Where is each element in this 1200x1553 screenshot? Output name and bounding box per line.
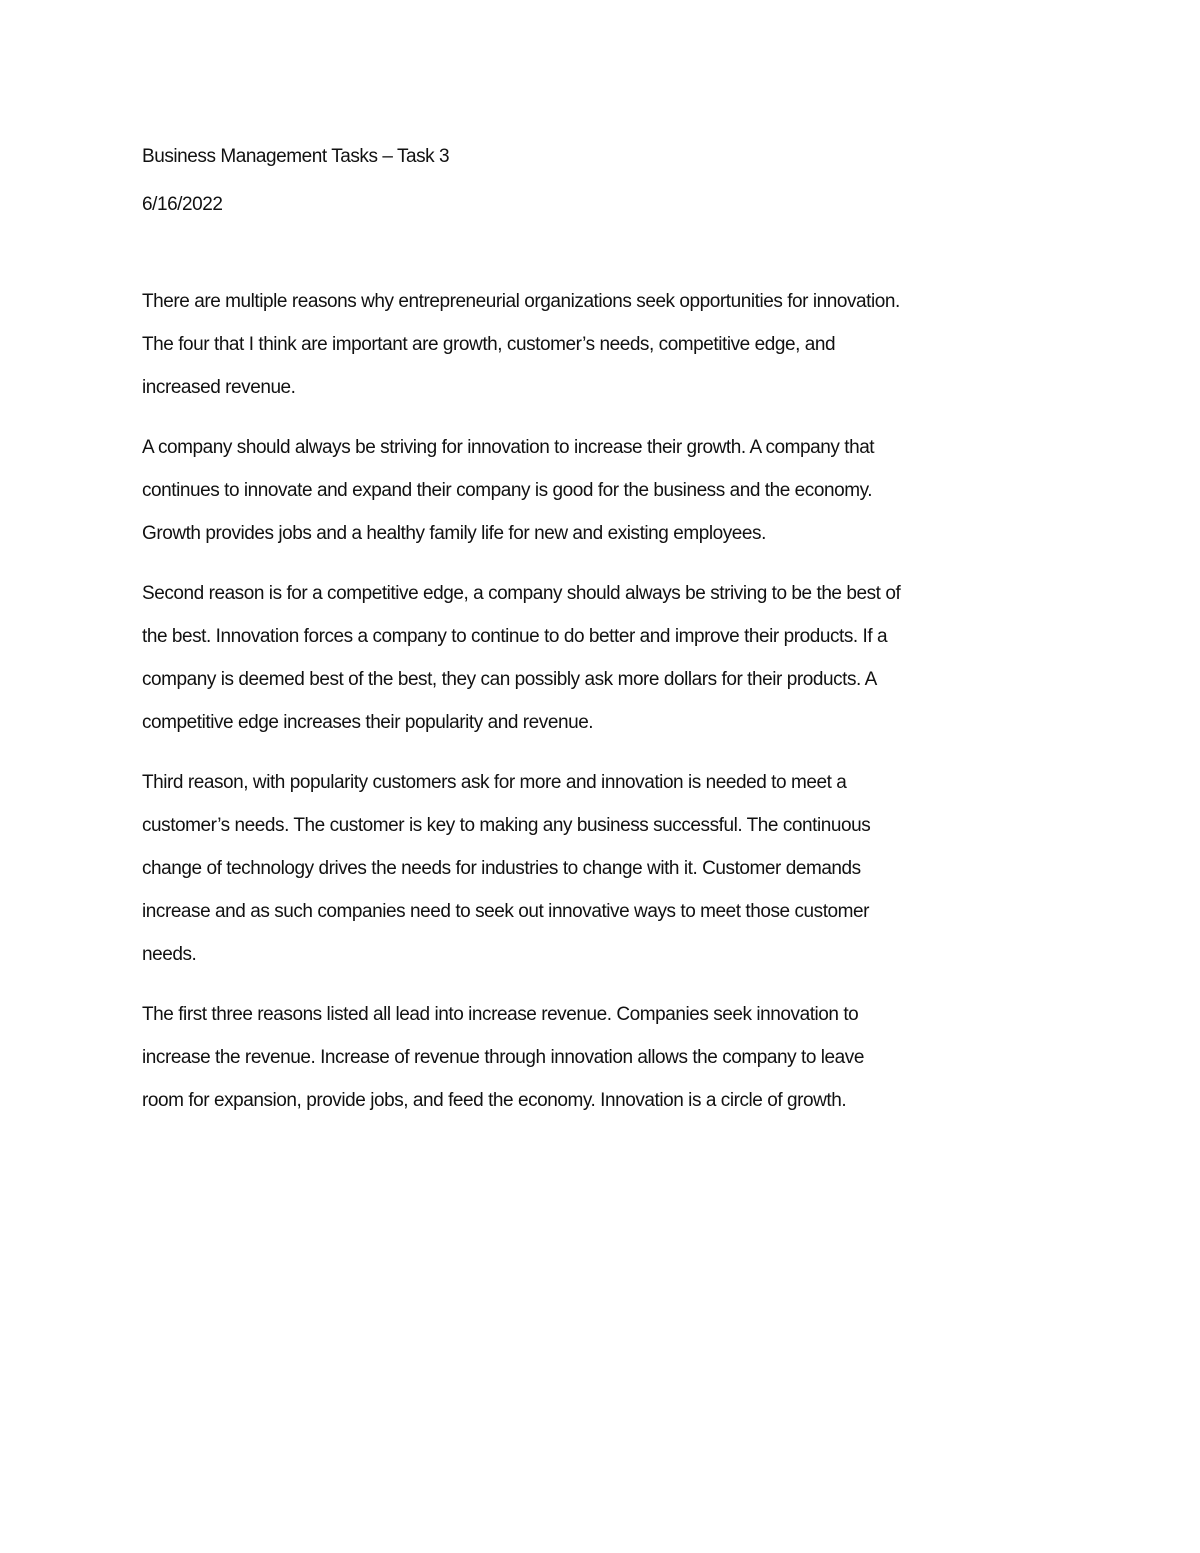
paragraph-line: change of technology drives the needs for industries to change with it. Customer demands bbox=[142, 858, 861, 879]
paragraph-line: competitive edge increases their popularity and revenue. bbox=[142, 712, 594, 733]
spacer bbox=[142, 232, 1082, 286]
paragraph-intro bbox=[142, 286, 1082, 415]
paragraph-revenue bbox=[142, 999, 1082, 1128]
paragraph-line: increase the revenue. Increase of revenue through innovation allows the company to leave bbox=[142, 1047, 864, 1068]
document-title: Business Management Tasks – Task 3 bbox=[142, 146, 450, 167]
paragraph-competitive-edge bbox=[142, 578, 1082, 750]
paragraph-line: needs. bbox=[142, 944, 197, 965]
paragraph-line: room for expansion, provide jobs, and feed the economy. Innovation is a circle of growth. bbox=[142, 1090, 847, 1111]
paragraph-customer-needs bbox=[142, 767, 1082, 982]
paragraph-line: continues to innovate and expand their company is good for the business and the economy. bbox=[142, 480, 873, 501]
paragraph-line: Second reason is for a competitive edge, a company should always be striving to be the best of bbox=[142, 583, 901, 604]
paragraph-line: Third reason, with popularity customers ask for more and innovation is needed to meet a bbox=[142, 772, 847, 793]
paragraph-line: There are multiple reasons why entrepreneurial organizations seek opportunities for innovation. bbox=[142, 291, 900, 312]
paragraph-line: increase and as such companies need to seek out innovative ways to meet those customer bbox=[142, 901, 870, 922]
paragraph-line: increased revenue. bbox=[142, 377, 296, 398]
paragraph-line: the best. Innovation forces a company to continue to do better and improve their products. If a bbox=[142, 626, 888, 647]
paragraph-line: The four that I think are important are growth, customer’s needs, competitive edge, and bbox=[142, 334, 836, 355]
paragraph-line: Growth provides jobs and a healthy family life for new and existing employees. bbox=[142, 523, 766, 544]
paragraph-line: customer’s needs. The customer is key to making any business successful. The continuous bbox=[142, 815, 871, 836]
paragraph-line: A company should always be striving for innovation to increase their growth. A company that bbox=[142, 437, 875, 458]
document-body bbox=[142, 141, 1082, 1145]
paragraph-line: company is deemed best of the best, they can possibly ask more dollars for their products. A bbox=[142, 669, 877, 690]
paragraph-line: The first three reasons listed all lead into increase revenue. Companies seek innovation to bbox=[142, 1004, 859, 1025]
document-date: 6/16/2022 bbox=[142, 194, 223, 215]
paragraph-growth bbox=[142, 432, 1082, 561]
